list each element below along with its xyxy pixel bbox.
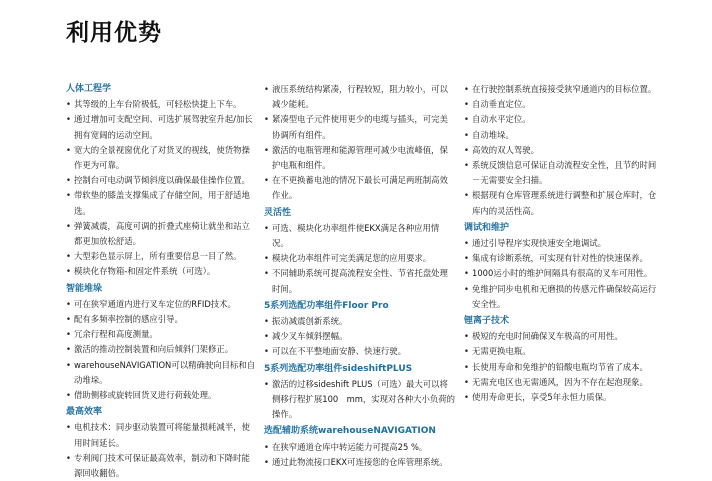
list-item: • 激活的电瓶管理和能源管理可减少电流峰值，保护电瓶和组件。 [264, 143, 456, 173]
list-item: • 可选、模块化功率组件使EKX满足各种应用情况。 [264, 221, 456, 251]
section-heading: 5系列选配功率组件sideshiftPLUS [264, 363, 413, 374]
bullet-list [66, 420, 256, 481]
list-item: • 减少叉车倾斜摆幅。 [264, 329, 456, 344]
list-item: • 借助侧移或旋转回货叉进行荷载处理。 [66, 388, 256, 403]
list-item: • 振动减震创新系统。 [264, 314, 456, 329]
list-item: • 激活的过移sideshift PLUS（可选）最大可以将侧移行程扩展100 mm，实现对各种大小负荷的操作。 [264, 377, 456, 423]
list-item: • 无需更换电瓶。 [464, 344, 660, 359]
list-item: • 自动水平定位。 [464, 112, 660, 127]
list-item: • 液压系统结构紧凑，行程较短，阻力较小，可以减少能耗。 [264, 82, 456, 112]
bullet-list [66, 97, 256, 279]
list-item: • 弹簧减震，高度可调的折叠式座椅让就坐和站立都更加放松舒适。 [66, 219, 256, 249]
list-item: • 长使用寿命和免维护的铅酸电瓶均节省了成本。 [464, 360, 660, 375]
section-heading: 人体工程学 [66, 84, 112, 94]
list-item: • 自动垂直定位。 [464, 97, 660, 112]
bullet-list [66, 297, 256, 403]
list-item: • 根据现有仓库管理系统进行调整和扩展仓库时，仓库内的灵活性高。 [464, 188, 660, 218]
list-item: • 模块化功率组件可完美满足您的应用要求。 [264, 251, 456, 266]
list-item: • 控制台可电动调节倾斜度以确保最佳操作位置。 [66, 173, 256, 188]
list-item: • 专利阀门技术可保证最高效率，制动和下降时能源回收翻倍。 [66, 451, 256, 481]
list-item: • 极短的充电时间确保叉车极高的可用性。 [464, 329, 660, 344]
section-heading: 5系列选配功率组件Floor Pro [264, 300, 389, 311]
list-item: • 在行驶控制系统直接接受狭窄通道内的目标位置。 [464, 82, 660, 97]
list-item: • 免维护同步电机和无磨损的传感元件确保较高运行安全性。 [464, 282, 660, 312]
list-item: • 通过此物流接口EKX可连接您的仓库管理系统。 [264, 455, 456, 470]
list-item: • 带软垫的膝盖支撑集成了存储空间，用于舒适地选。 [66, 188, 256, 218]
section-heading: 智能堆垛 [66, 283, 103, 294]
bullet-list [464, 82, 660, 219]
section-heading: 灵活性 [264, 207, 292, 218]
section-heading: 调试和维护 [464, 222, 510, 233]
list-item: • 模块化存物箱-和固定件系统（可选）。 [66, 264, 256, 279]
list-item: • 大型彩色显示屏上，所有重要信息一目了然。 [66, 249, 256, 264]
list-item: • 紧凑型电子元件使用更少的电缆与插头，可完美协调所有组件。 [264, 112, 456, 142]
list-item: • 1000运小时的维护间隔具有很高的叉车可用性。 [464, 266, 660, 281]
list-item: • 通过引导程序实现快速安全地调试。 [464, 236, 660, 251]
list-item: • 无需充电区也无需通风，因为不存在起泡现象。 [464, 375, 660, 390]
list-item: • 通过增加可支配空间、可选扩展驾驶室升起/加长拥有宽阔的运动空间。 [66, 112, 256, 142]
section-heading: 锂离子技术 [464, 316, 510, 327]
list-item: • 高效的双人驾驶。 [464, 143, 660, 158]
bullet-list [264, 314, 456, 360]
list-item: • 电机技术：同步驱动装置可将能量损耗减半，使用时间延长。 [66, 420, 256, 450]
list-item: • 可以在不平整地面安静、快速行驶。 [264, 344, 456, 359]
bullet-list [264, 221, 456, 297]
list-item: • 其等级的上车台阶极低，可轻松快捷上下车。 [66, 97, 256, 112]
bullet-list [264, 377, 456, 423]
list-item: • 配有多频率控制的感应引导。 [66, 312, 256, 327]
list-item: • 集成有诊断系统，可实现有针对性的快速保养。 [464, 251, 660, 266]
list-item: • 冗余行程和高度测量。 [66, 327, 256, 342]
section-heading: 选配辅助系统warehouseNAVIGATION [264, 426, 436, 437]
list-item: • 使用寿命更长，享受5年永恒力质保。 [464, 390, 660, 405]
bullet-list [464, 329, 660, 405]
page-title: 利用优势 [66, 20, 162, 46]
list-item: • 在不更换蓄电池的情况下最长可满足两班制高效作业。 [264, 173, 456, 203]
list-item: • 不同辅助系统可提高流程安全性、节省托盘处理时间。 [264, 266, 456, 296]
bullet-list [464, 236, 660, 312]
list-item: • warehouseNAVIGATION可以精确驶向目标和自动堆垛。 [66, 358, 256, 388]
column-1 [66, 82, 256, 481]
list-item: • 系统反馈信息可保证自动流程安全性，且节约时间－无需要安全扫描。 [464, 158, 660, 188]
section-heading: 最高效率 [66, 407, 103, 418]
list-item: • 宽大的全景视窗优化了对货叉的视线，使货物操作更为可靠。 [66, 143, 256, 173]
column-3 [464, 82, 660, 405]
list-item: • 激活的推动控制装置和向后倾斜门架修正。 [66, 342, 256, 357]
list-item: • 可在狭窄通道内进行叉车定位的RFID技术。 [66, 297, 256, 312]
bullet-list [264, 82, 456, 204]
bullet-list [264, 440, 456, 470]
list-item: • 自动堆垛。 [464, 128, 660, 143]
column-2 [264, 82, 456, 470]
list-item: • 在狭窄通道仓库中转运能力可提高25 %。 [264, 440, 456, 455]
